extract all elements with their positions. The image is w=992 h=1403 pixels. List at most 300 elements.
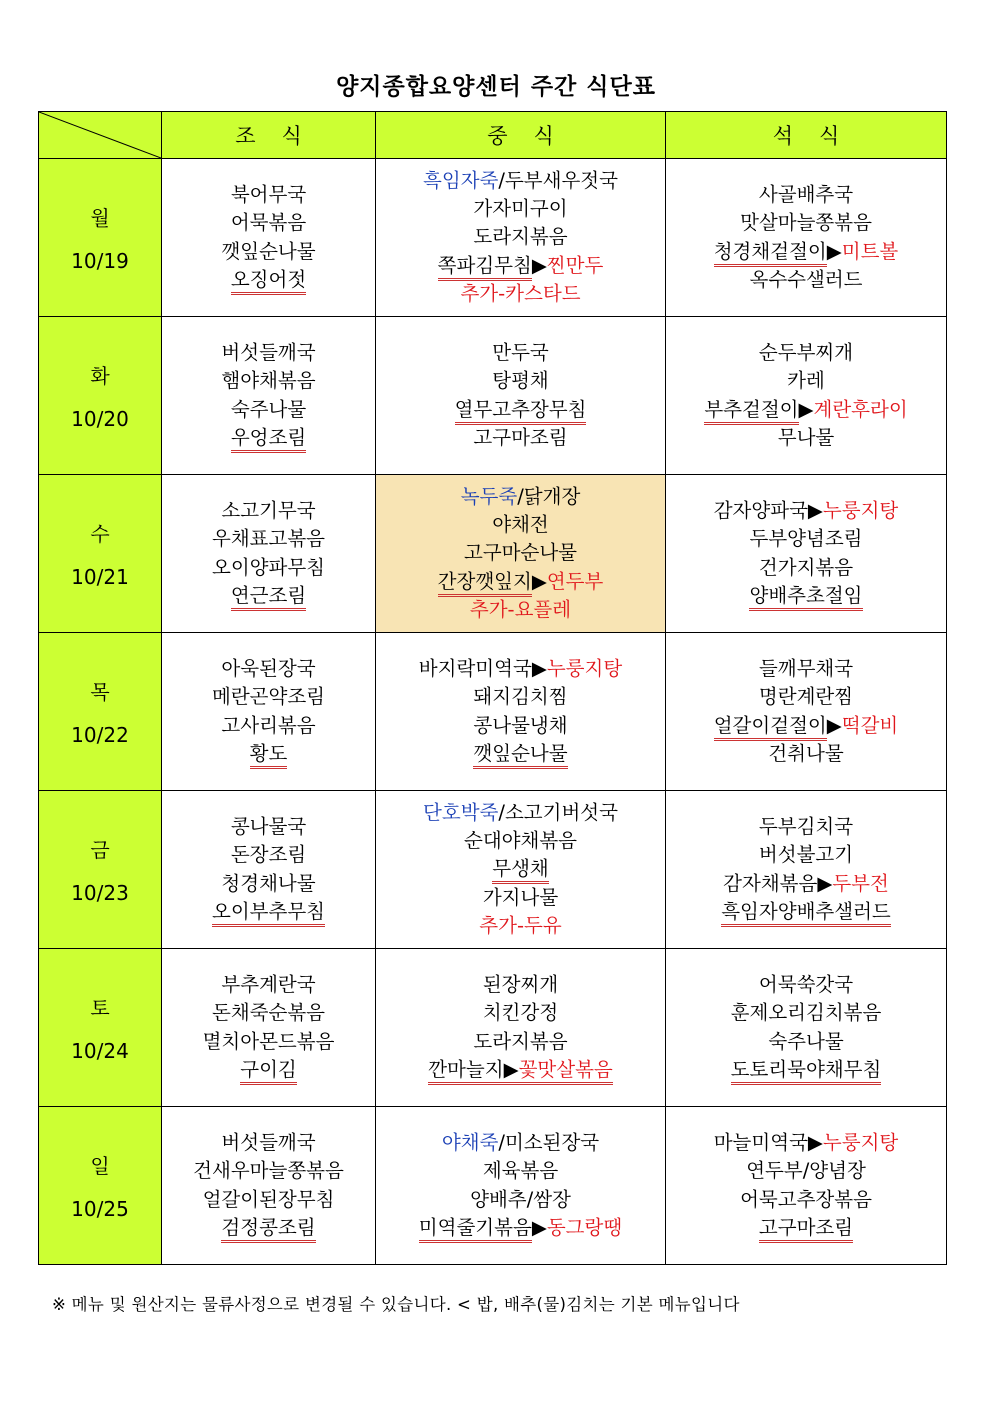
menu-part: /닭개장 [517, 484, 581, 508]
menu-part: 미트볼 [841, 239, 899, 263]
menu-item-text [759, 341, 853, 364]
menu-part: 소고기무국 [221, 498, 316, 522]
menu-part: 검정콩조림 [221, 1215, 316, 1239]
header-row [39, 112, 947, 159]
menu-item-text [470, 1188, 571, 1211]
menu-item-text [721, 900, 891, 927]
menu-item-text [479, 914, 561, 937]
day-row [39, 633, 947, 791]
menu-part: 녹두죽 [460, 484, 518, 508]
menu-item-text [759, 843, 853, 866]
menu-part: 버섯들깨국 [221, 340, 316, 364]
menu-part: 바지락미역국 [418, 656, 532, 680]
menu-item [162, 712, 375, 740]
menu-item-text [759, 815, 853, 838]
menu-item-text [419, 1216, 622, 1243]
menu-item [666, 813, 946, 841]
menu-part: 명란계란찜 [758, 685, 854, 709]
day-row [39, 791, 947, 949]
menu-item [162, 740, 375, 768]
menu-part: 돈채죽순볶음 [211, 1001, 326, 1025]
menu-part: 오이양파무침 [211, 555, 326, 579]
menu-part: 건새우마늘쫑볶음 [193, 1159, 344, 1183]
menu-item-text [704, 398, 907, 425]
day-cell [39, 159, 162, 317]
menu-item [666, 525, 946, 553]
menu-part: 숙주나물 [768, 1029, 844, 1053]
day-date: 10/25 [71, 1197, 129, 1221]
menu-part: 옥수수샐러드 [749, 267, 863, 291]
menu-item-text [212, 556, 325, 579]
menu-item [162, 1028, 375, 1056]
menu-part: 찐만두 [546, 253, 604, 277]
day-cell [39, 633, 162, 791]
menu-part: 제육볶음 [482, 1159, 559, 1183]
menu-item [162, 841, 375, 869]
header-lunch: 중식 [376, 112, 666, 159]
menu-item [162, 683, 375, 711]
lunch-cell [376, 159, 666, 317]
menu-item-text [221, 240, 315, 263]
day-date: 10/21 [71, 565, 129, 589]
menu-item-text [203, 1188, 335, 1211]
breakfast-cell [162, 159, 376, 317]
menu-item [162, 497, 375, 525]
menu-item [376, 252, 665, 280]
menu-part: 떡갈비 [841, 713, 899, 737]
menu-item-text [461, 485, 581, 508]
menu-item [376, 396, 665, 424]
menu-item-text [473, 225, 567, 248]
menu-part: 야채죽 [441, 1130, 499, 1154]
day-name: 금 [90, 838, 110, 862]
menu-item-text [464, 829, 577, 852]
menu-part: 탕평채 [492, 369, 549, 393]
menu-item-text [759, 1216, 853, 1243]
menu-item-text [759, 183, 853, 206]
menu-part: /두부새우젓국 [498, 168, 618, 192]
dinner-cell [666, 1107, 947, 1265]
menu-item [666, 1028, 946, 1056]
day-date: 10/19 [71, 249, 129, 273]
dinner-cell [666, 475, 947, 633]
menu-part: 깐마늘지 [428, 1057, 504, 1081]
day-row [39, 1107, 947, 1265]
menu-item [666, 1214, 946, 1242]
weekly-menu-table [38, 111, 947, 1265]
menu-part: 순대야채볶음 [463, 829, 578, 853]
menu-part: 맛살마늘쫑볶음 [740, 211, 872, 235]
menu-part: 가자미구이 [473, 197, 568, 221]
menu-item [666, 554, 946, 582]
menu-item-text [221, 973, 315, 996]
page-title: 양지종합요양센터 주간 식단표 [336, 74, 656, 100]
menu-item-text [778, 426, 835, 449]
menu-item-text [221, 341, 315, 364]
menu-part: 순두부찌개 [758, 340, 854, 364]
menu-item [162, 1214, 375, 1242]
day-date: 10/23 [71, 881, 129, 905]
menu-item [666, 424, 946, 452]
menu-item [666, 971, 946, 999]
menu-part: 누룽지탕 [822, 498, 899, 522]
menu-item [162, 1186, 375, 1214]
lunch-cell [376, 1107, 666, 1265]
menu-item-text [759, 657, 853, 680]
menu-item-text [438, 570, 604, 597]
menu-part: 콩나물국 [230, 814, 307, 838]
menu-item [666, 841, 946, 869]
menu-item [666, 712, 946, 740]
menu-item-text [231, 815, 306, 838]
menu-part: 돈장조림 [230, 843, 307, 867]
menu-item-text [221, 1216, 315, 1243]
menu-part: 감자채볶음 [723, 871, 818, 895]
menu-part: 버섯들깨국 [221, 1130, 316, 1154]
menu-item [376, 195, 665, 223]
menu-part: 훈제오리김치볶음 [730, 1001, 882, 1025]
menu-part: 버섯불고기 [758, 843, 854, 867]
day-row [39, 949, 947, 1107]
menu-item [376, 655, 665, 683]
menu-item [376, 339, 665, 367]
menu-part: 도라지볶음 [473, 225, 568, 249]
menu-item-text [759, 685, 853, 708]
corner-cell [39, 112, 162, 159]
menu-part: 추가-요플레 [469, 597, 572, 621]
menu-item [376, 971, 665, 999]
menu-item-text [240, 1058, 297, 1085]
menu-part: 고구마조림 [758, 1215, 854, 1239]
menu-part: 돼지김치찜 [473, 685, 568, 709]
header-dinner: 석식 [666, 112, 947, 159]
menu-item-text [221, 657, 315, 680]
day-date: 10/22 [71, 723, 129, 747]
menu-item [376, 712, 665, 740]
menu-item [666, 1157, 946, 1185]
menu-part: 부추겉절이 [704, 398, 798, 425]
menu-item [666, 1186, 946, 1214]
menu-part: 메란곤약조림 [211, 685, 326, 709]
menu-part: 흑임자양배추샐러드 [721, 899, 891, 923]
day-date: 10/20 [71, 407, 129, 431]
menu-item-text [714, 1131, 899, 1154]
dinner-cell [666, 317, 947, 475]
menu-item-text [212, 527, 325, 550]
menu-item-text [212, 1001, 325, 1024]
lunch-cell [376, 791, 666, 949]
menu-part: 열무고추장무침 [454, 397, 587, 421]
menu-item [666, 683, 946, 711]
menu-part: 고구마순나물 [463, 541, 578, 565]
menu-part: 오징어젓 [230, 267, 307, 291]
breakfast-cell [162, 791, 376, 949]
header-breakfast: 조식 [162, 112, 376, 159]
menu-part: 두부양념조림 [749, 527, 863, 551]
day-cell [39, 1107, 162, 1265]
menu-item [376, 683, 665, 711]
menu-item [162, 582, 375, 610]
menu-part: 계란후라이 [813, 397, 908, 421]
lunch-cell [376, 317, 666, 475]
menu-part: 야채전 [492, 513, 549, 537]
menu-item-text [221, 872, 315, 895]
menu-item-text [464, 541, 577, 564]
menu-item-text [473, 714, 567, 737]
menu-item [376, 483, 665, 511]
menu-item-text [740, 211, 872, 234]
menu-part: 꽃맛살볶음 [518, 1057, 613, 1081]
menu-item-text [473, 426, 567, 449]
menu-item [376, 884, 665, 912]
menu-item [162, 554, 375, 582]
menu-item [376, 1028, 665, 1056]
menu-item-text [203, 1030, 335, 1053]
menu-item [376, 827, 665, 855]
menu-item-text [212, 685, 325, 708]
menu-part: 연근조림 [230, 583, 307, 607]
menu-item [666, 367, 946, 395]
menu-item-text [714, 714, 899, 741]
menu-part: 얼갈이된장무침 [202, 1187, 335, 1211]
menu-item [376, 167, 665, 195]
menu-item [162, 238, 375, 266]
menu-item [162, 396, 375, 424]
menu-item [376, 1186, 665, 1214]
menu-item [376, 424, 665, 452]
menu-item-text [749, 527, 862, 550]
menu-part: 쪽파김무침 [438, 254, 532, 281]
menu-part: 두부전 [832, 871, 889, 895]
menu-part: 어묵고추장볶음 [740, 1187, 872, 1211]
menu-part: 오이부추무침 [211, 899, 326, 923]
menu-part: 누룽지탕 [822, 1130, 899, 1154]
menu-part: 아욱된장국 [221, 656, 316, 680]
menu-item [666, 999, 946, 1027]
day-row [39, 317, 947, 475]
breakfast-cell [162, 633, 376, 791]
dinner-cell [666, 949, 947, 1107]
menu-item-text [473, 685, 567, 708]
menu-item-text [740, 1188, 872, 1211]
menu-item-text [731, 1001, 882, 1024]
day-name: 수 [90, 522, 110, 546]
menu-item-text [221, 369, 315, 392]
menu-item [162, 870, 375, 898]
menu-item-text [483, 973, 558, 996]
menu-part: 청경채겉절이 [714, 240, 827, 267]
menu-part: 마늘미역국 [713, 1130, 808, 1154]
lunch-cell [376, 633, 666, 791]
menu-item [666, 396, 946, 424]
arrow-icon: ▶ [826, 713, 842, 737]
menu-item-text [193, 1159, 344, 1182]
menu-part: /미소된장국 [498, 1130, 600, 1154]
menu-item [666, 1129, 946, 1157]
menu-item-text [749, 584, 862, 611]
menu-part: 들깨무채국 [758, 656, 854, 680]
menu-item-text [492, 513, 549, 536]
breakfast-cell [162, 949, 376, 1107]
menu-item-text [438, 254, 604, 281]
menu-part: 동그랑땡 [546, 1215, 623, 1239]
day-cell [39, 791, 162, 949]
menu-item-text [250, 742, 288, 769]
menu-part: 추가-카스타드 [460, 281, 581, 305]
menu-item-text [231, 584, 306, 611]
menu-item-text [470, 598, 571, 621]
menu-item-text [714, 240, 899, 267]
menu-item [666, 1056, 946, 1084]
menu-item-text [483, 886, 558, 909]
menu-item-text [492, 341, 549, 364]
menu-item-text [714, 499, 899, 522]
menu-item [376, 912, 665, 940]
menu-part: 건취나물 [768, 741, 844, 765]
menu-item [162, 339, 375, 367]
menu-item-text [423, 801, 618, 824]
menu-item-text [492, 369, 549, 392]
menu-item [162, 525, 375, 553]
menu-item [666, 266, 946, 294]
menu-item [376, 740, 665, 768]
menu-item-text [483, 1001, 558, 1024]
menu-part: 깻잎순나물 [221, 239, 316, 263]
menu-item-text [759, 973, 853, 996]
menu-part: 황도 [249, 741, 288, 765]
arrow-icon: ▶ [807, 498, 823, 522]
menu-part: 도라지볶음 [473, 1029, 568, 1053]
menu-item [376, 1157, 665, 1185]
menu-item-text [749, 268, 862, 291]
menu-item-text [483, 1159, 558, 1182]
menu-item [376, 799, 665, 827]
menu-item [162, 971, 375, 999]
day-date: 10/24 [71, 1039, 129, 1063]
menu-item [376, 539, 665, 567]
day-cell [39, 949, 162, 1107]
menu-item-text [231, 843, 306, 866]
menu-item [666, 497, 946, 525]
menu-item [162, 898, 375, 926]
menu-item [162, 655, 375, 683]
menu-part: 양배추초절임 [749, 583, 863, 607]
menu-item-text [460, 282, 580, 305]
menu-item [666, 238, 946, 266]
menu-part: 양배추/쌈장 [470, 1187, 571, 1211]
dinner-cell [666, 633, 947, 791]
menu-part: 우채표고볶음 [211, 527, 326, 551]
arrow-icon: ▶ [817, 871, 833, 895]
menu-part: 카레 [787, 369, 825, 393]
menu-part: 추가-두유 [479, 913, 562, 937]
menu-item [376, 596, 665, 624]
day-cell [39, 475, 162, 633]
day-cell [39, 317, 162, 475]
lunch-cell [376, 475, 666, 633]
menu-item-text [442, 1131, 599, 1154]
menu-item [376, 855, 665, 883]
menu-item [666, 870, 946, 898]
menu-item [376, 223, 665, 251]
menu-item [162, 999, 375, 1027]
menu-item-text [731, 1058, 882, 1085]
menu-item [666, 339, 946, 367]
arrow-icon: ▶ [531, 1215, 547, 1239]
menu-item-text [759, 556, 853, 579]
menu-item-text [231, 268, 306, 295]
menu-item [666, 898, 946, 926]
menu-item [376, 568, 665, 596]
menu-item-text [419, 657, 622, 680]
breakfast-cell [162, 1107, 376, 1265]
menu-item-text [473, 197, 567, 220]
menu-part: /소고기버섯국 [498, 800, 618, 824]
menu-part: 사골배추국 [758, 182, 854, 206]
menu-part: 치킨강정 [482, 1001, 559, 1025]
menu-part: 만두국 [492, 340, 549, 364]
breakfast-cell [162, 475, 376, 633]
arrow-icon: ▶ [531, 569, 547, 593]
day-name: 토 [90, 996, 110, 1020]
menu-part: 가지나물 [482, 885, 559, 909]
arrow-icon: ▶ [531, 656, 547, 680]
menu-item [162, 367, 375, 395]
menu-item-text [768, 1030, 843, 1053]
arrow-icon: ▶ [531, 253, 547, 277]
day-name: 화 [90, 364, 110, 388]
menu-item-text [492, 857, 549, 884]
menu-body [39, 159, 947, 1265]
menu-item-text [473, 1030, 567, 1053]
menu-part: 숙주나물 [230, 397, 307, 421]
menu-item-text [473, 742, 567, 769]
menu-part: 무나물 [777, 425, 835, 449]
menu-item-text [231, 398, 306, 421]
breakfast-cell [162, 317, 376, 475]
arrow-icon: ▶ [826, 239, 842, 263]
menu-part: 어묵쑥갓국 [758, 972, 854, 996]
menu-item [666, 209, 946, 237]
menu-item-text [231, 426, 306, 453]
menu-part: 건가지볶음 [758, 555, 854, 579]
day-name: 목 [90, 680, 110, 704]
menu-item [666, 181, 946, 209]
menu-item [666, 740, 946, 768]
diagonal-line [39, 112, 161, 158]
arrow-icon: ▶ [807, 1130, 823, 1154]
menu-part: 단호박죽 [423, 800, 499, 824]
menu-item-text [212, 900, 325, 927]
dinner-cell [666, 159, 947, 317]
arrow-icon: ▶ [798, 397, 814, 421]
menu-item-text [221, 714, 315, 737]
lunch-cell [376, 949, 666, 1107]
menu-part: 된장찌개 [482, 972, 559, 996]
menu-part: 구이김 [240, 1057, 297, 1081]
menu-item-text [787, 369, 825, 392]
day-row [39, 159, 947, 317]
menu-part: 멸치아몬드볶음 [202, 1029, 335, 1053]
menu-part: 어묵볶음 [230, 211, 307, 235]
menu-part: 깻잎순나물 [473, 741, 568, 765]
arrow-icon: ▶ [503, 1057, 519, 1081]
menu-item [162, 1056, 375, 1084]
menu-part: 미역줄기볶음 [419, 1216, 532, 1243]
menu-item-text [455, 398, 587, 425]
menu-item [162, 424, 375, 452]
menu-item-text [231, 211, 306, 234]
